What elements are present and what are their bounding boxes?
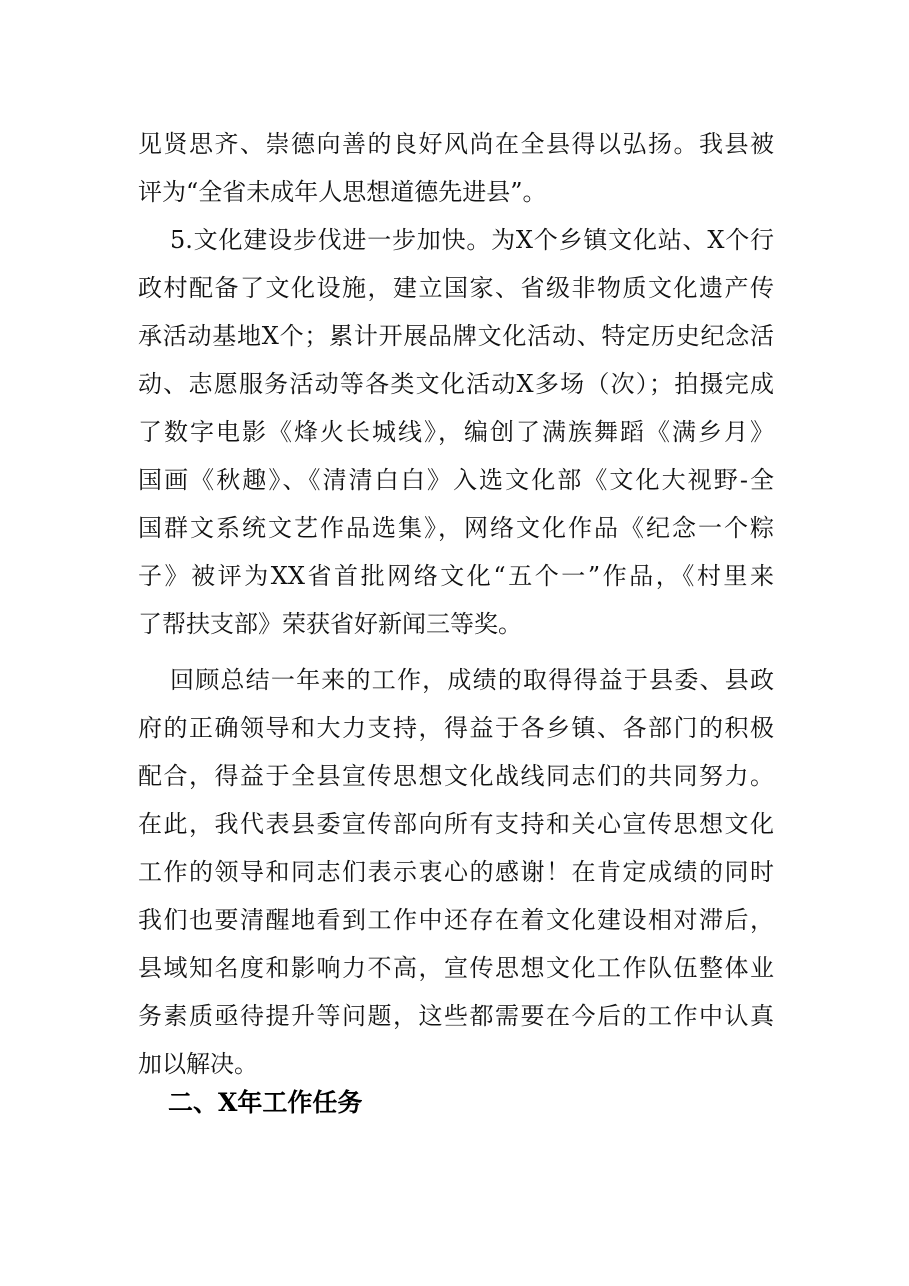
paragraph-culture-construction [138,216,774,648]
paragraph-line: 承活动基地X个；累计开展品牌文化活动、特定历史纪念活 [138,322,774,350]
paragraph-line: 动、志愿服务活动等各类文化活动X多场（次）；拍摄完成 [138,370,774,398]
paragraph-line: 府的正确领导和大力支持，得益于各乡镇、各部门的积极 [138,714,774,742]
paragraph-line: 见贤思齐、崇德向善的良好风尚在全县得以弘扬。我县被 [138,130,774,158]
paragraph-line: 配合，得益于全县宣传思想文化战线同志们的共同努力。 [138,762,774,790]
paragraph-line: 我们也要清醒地看到工作中还存在着文化建设相对滞后， [138,906,774,934]
paragraph-line: 回顾总结一年来的工作，成绩的取得得益于县委、县政 [170,666,774,694]
paragraph-line: 国画《秋趣》、《清清白白》入选文化部《文化大视野-全 [138,466,774,494]
paragraph-moral-honor [138,120,774,216]
paragraph-line: 了数字电影《烽火长城线》，编创了满族舞蹈《满乡月》 [138,418,774,446]
paragraph-line: 评为“全省未成年人思想道德先进县”。 [138,178,547,206]
paragraph-line: 子》被评为XX省首批网络文化“五个一”作品，《村里来 [138,562,774,590]
paragraph-line: 5.文化建设步伐进一步加快。为X个乡镇文化站、X个行 [170,226,774,254]
paragraph-line: 务素质亟待提升等问题，这些都需要在今后的工作中认真 [138,1002,774,1030]
paragraph-line: 工作的领导和同志们表示衷心的感谢！在肯定成绩的同时 [138,858,774,886]
section-heading: 二、X年工作任务 [168,1088,363,1117]
paragraph-line: 加以解决。 [138,1050,258,1078]
paragraph-line: 在此，我代表县委宣传部向所有支持和关心宣传思想文化 [138,810,774,838]
paragraph-line: 国群文系统文艺作品选集》，网络文化作品《纪念一个粽 [138,514,774,542]
paragraph-line: 了帮扶支部》荣获省好新闻三等奖。 [138,610,522,638]
paragraph-line: 县域知名度和影响力不高，宣传思想文化工作队伍整体业 [138,954,774,982]
paragraph-review-summary [138,656,774,1088]
paragraph-line: 政村配备了文化设施，建立国家、省级非物质文化遗产传 [138,274,774,302]
